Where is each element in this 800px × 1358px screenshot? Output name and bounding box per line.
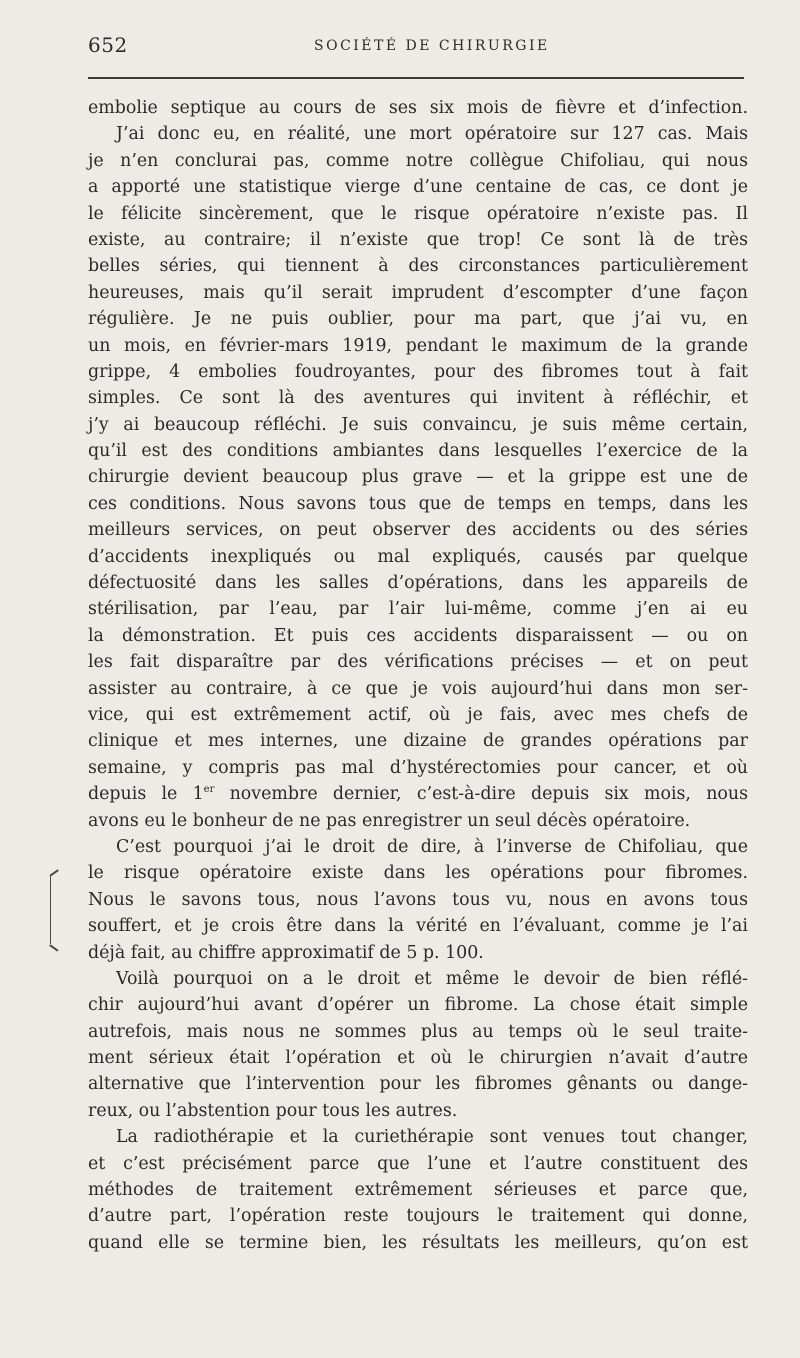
text-segment: depuis le 1	[88, 784, 204, 805]
text-line: le risque opératoire existe dans les opérations pour fibromes.	[88, 863, 748, 884]
text-line: heureuses, mais qu’il serait imprudent d’escompter d’une façon	[88, 282, 748, 303]
text-line: La radiothérapie et la curiethérapie sont venues tout changer,	[116, 1127, 748, 1148]
text-line: Voilà pourquoi on a le droit et même le devoir de bien réflé-	[116, 968, 748, 989]
text-line: semaine, y compris pas mal d’hystérectomies pour cancer, et où	[88, 757, 748, 778]
text-line: meilleurs services, on peut observer des accidents ou des séries	[88, 520, 748, 541]
text-line-with-superscript	[88, 781, 748, 807]
text-line: quand elle se termine bien, les résultats les meilleurs, qu’on est	[88, 1232, 748, 1253]
text-line: clinique et mes internes, une dizaine de grandes opérations par	[88, 731, 748, 752]
text-line: ces conditions. Nous savons tous que de temps en temps, dans les	[88, 493, 748, 514]
text-line: d’autre part, l’opération reste toujours le traitement qui donne,	[88, 1206, 748, 1227]
text-line: ment sérieux était l’opération et où le chirurgien n’avait d’autre	[88, 1048, 748, 1069]
text-line: Nous le savons tous, nous l’avons tous vu, nous en avons tous	[88, 889, 748, 910]
text-line: le félicite sincèrement, que le risque opératoire n’existe pas. Il	[88, 203, 748, 224]
text-line: a apporté une statistique vierge d’une centaine de cas, ce dont je	[88, 177, 748, 198]
text-line: reux, ou l’abstention pour tous les autres.	[88, 1100, 458, 1121]
text-line: chirurgie devient beaucoup plus grave — et la grippe est une de	[88, 467, 748, 488]
page-number: 652	[88, 33, 128, 57]
text-line: assister au contraire, à ce que je vois aujourd’hui dans mon ser-	[88, 678, 748, 699]
text-line: alternative que l’intervention pour les fibromes gênants ou dange-	[88, 1074, 748, 1095]
text-line: vice, qui est extrêmement actif, où je fais, avec mes chefs de	[88, 704, 748, 725]
text-line: C’est pourquoi j’ai le droit de dire, à l’inverse de Chifoliau, que	[116, 836, 748, 857]
text-line: régulière. Je ne puis oublier, pour ma part, que j’ai vu, en	[88, 309, 748, 330]
text-line: un mois, en février-mars 1919, pendant le maximum de la grande	[88, 335, 748, 356]
header-rule	[88, 77, 744, 79]
text-line: défectuosité dans les salles d’opérations, dans les appareils de	[88, 573, 748, 594]
text-line: la démonstration. Et puis ces accidents disparaissent — ou on	[88, 625, 748, 646]
text-line: avons eu le bonheur de ne pas enregistrer un seul décès opératoire.	[88, 810, 691, 831]
text-line: stérilisation, par l’eau, par l’air lui-même, comme j’en ai eu	[88, 599, 748, 620]
text-line: et c’est précisément parce que l’une et l’autre constituent des	[88, 1153, 748, 1174]
text-line: embolie septique au cours de ses six mois de fièvre et d’infection.	[88, 98, 748, 118]
ordinal-superscript: er	[203, 784, 215, 796]
text-line: qu’il est des conditions ambiantes dans lesquelles l’exercice de la	[88, 441, 748, 462]
text-line: chir aujourd’hui avant d’opérer un fibrome. La chose était simple	[88, 995, 748, 1016]
text-line: souffert, et je crois être dans la vérité en l’évaluant, comme je l’ai	[88, 916, 748, 937]
running-title: SOCIÉTÉ DE CHIRURGIE	[314, 38, 550, 54]
margin-bracket-mark	[50, 876, 65, 944]
text-line: je n’en conclurai pas, comme notre collègue Chifoliau, qui nous	[88, 150, 748, 171]
text-segment: novembre dernier, c’est-à-dire depuis six mois, nous	[214, 784, 748, 805]
text-line: existe, au contraire; il n’existe que trop! Ce sont là de très	[88, 229, 748, 250]
text-line: grippe, 4 embolies foudroyantes, pour des fibromes tout à fait	[88, 361, 748, 382]
text-line: belles séries, qui tiennent à des circonstances particulièrement	[88, 256, 748, 277]
text-line: j’y ai beaucoup réfléchi. Je suis convaincu, je suis même certain,	[88, 414, 748, 435]
text-line: simples. Ce sont là des aventures qui invitent à réfléchir, et	[88, 388, 748, 409]
text-line: J’ai donc eu, en réalité, une mort opératoire sur 127 cas. Mais	[116, 124, 748, 145]
text-line: méthodes de traitement extrêmement sérieuses et parce que,	[88, 1180, 748, 1201]
body-text	[88, 95, 748, 1256]
text-line: autrefois, mais nous ne sommes plus au temps où le seul traite-	[88, 1021, 748, 1042]
text-line: déjà fait, au chiffre approximatif de 5 p. 100.	[88, 942, 484, 963]
page-header	[88, 33, 744, 63]
text-line: les fait disparaître par des vérifications précises — et on peut	[88, 652, 748, 673]
text-line: d’accidents inexpliqués ou mal expliqués, causés par quelque	[88, 546, 748, 567]
